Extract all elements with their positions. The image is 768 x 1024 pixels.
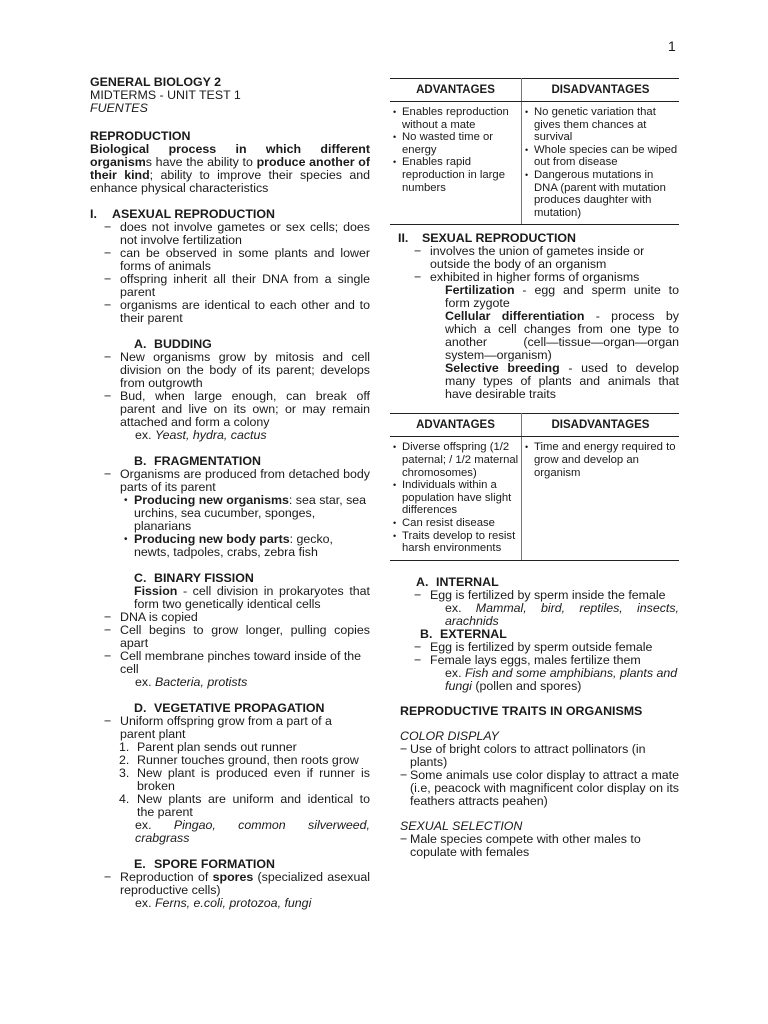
selection-points	[390, 833, 679, 859]
list-item: − Organisms are produced from detached body parts of its parent	[90, 468, 370, 494]
disadvantages-list	[522, 441, 679, 479]
asexual-numeral: I.	[90, 207, 97, 221]
step-number: 4.	[119, 792, 130, 806]
list-item: − Uniform offspring grow from a part of a parent plant	[90, 715, 370, 741]
fission-definition	[90, 585, 370, 611]
list-item	[90, 793, 370, 819]
table-cell	[390, 437, 522, 560]
ex-text: Bacteria, protists	[154, 675, 248, 689]
fission-text: - cell division in prokaryotes that form two genetically identical cells	[134, 584, 370, 611]
step-number: 2.	[119, 753, 130, 767]
left-column	[90, 76, 370, 910]
table-cell	[522, 102, 680, 225]
list-item: • No genetic variation that gives them chances at survival	[522, 106, 679, 144]
step-text: New plant is produced even if runner is broken	[137, 766, 370, 793]
advantages-list	[390, 106, 521, 194]
unit-title: MIDTERMS - UNIT TEST 1	[90, 88, 241, 102]
list-item: • Individuals within a population have slight differences	[390, 479, 521, 517]
sexual-definitions	[390, 284, 679, 401]
sexual-numeral: II.	[398, 231, 409, 246]
list-item: • Can resist disease	[390, 517, 521, 530]
external-points	[390, 641, 679, 667]
sexual-title: SEXUAL REPRODUCTION	[422, 231, 576, 246]
external-example	[390, 667, 679, 693]
list-item: • No wasted time or energy	[390, 131, 521, 156]
bullet-bold: Producing new body parts	[134, 532, 290, 546]
list-item: − Female lays eggs, males fertilize them	[400, 654, 679, 667]
list-item: • Dangerous mutations in DNA (parent with mutation produces daughter with mutation)	[522, 169, 679, 219]
bullet-bold: Producing new organisms	[134, 493, 289, 507]
spore-title: SPORE FORMATION	[154, 857, 275, 871]
fragmentation-letter: B.	[134, 454, 147, 468]
table-header: ADVANTAGES	[390, 79, 522, 102]
right-column	[390, 78, 679, 859]
table-header-row	[390, 414, 679, 437]
list-item: − Use of bright colors to attract pollinators (in plants)	[390, 743, 679, 769]
binary-fission-title: BINARY FISSION	[154, 571, 254, 585]
internal-letter: A.	[416, 574, 429, 589]
table-header: ADVANTAGES	[390, 414, 522, 437]
ex-prefix: ex.	[445, 665, 465, 680]
list-item: • Diverse offspring (1/2 paternal; / 1/2 maternal chromosomes)	[390, 441, 521, 479]
bullet-text: : gecko, newts, tadpoles, crabs, zebra fish	[134, 532, 333, 559]
disadvantages-list	[522, 106, 679, 219]
definition-text: - used to develop many types of plants and animals that have desirable traits	[445, 361, 679, 402]
list-item: − Male species compete with other males to copulate with females	[390, 833, 679, 859]
ex-text: Mammal, bird, reptiles, insects, arachnids	[445, 600, 679, 628]
reproduction-definition	[90, 143, 370, 195]
sexual-points	[390, 245, 679, 284]
page-number: 1	[668, 38, 676, 54]
internal-points	[390, 589, 679, 602]
ex-prefix: ex.	[135, 428, 155, 442]
budding-example	[90, 429, 370, 442]
ex-text: Pingao, common silverweed, crabgrass	[135, 818, 370, 845]
definition-item	[445, 310, 679, 362]
list-item: − Some animals use color display to attract a mate (i.e, peacock with magnificent color display on its feathers attracts peahen)	[390, 769, 679, 808]
advantages-list	[390, 441, 521, 554]
def-text-2: ; ability to improve their species and enhance physical characteristics	[90, 168, 371, 195]
reproduction-heading: REPRODUCTION	[90, 129, 191, 143]
definition-text: - process by which a cell changes from one type to another (cell—tissue—organ—organ system—organism)	[445, 309, 679, 363]
list-item: − Cell begins to grow longer, pulling copies apart	[90, 624, 370, 650]
vegetative-title: VEGETATIVE PROPAGATION	[154, 701, 325, 715]
list-item: − Cell membrane pinches toward inside of the cell	[90, 650, 370, 676]
list-item: − DNA is copied	[90, 611, 370, 624]
list-item	[90, 767, 370, 793]
sexual-selection-heading: SEXUAL SELECTION	[400, 818, 523, 833]
external-letter: B.	[420, 626, 433, 641]
definition-item	[445, 284, 679, 310]
table-row	[390, 437, 679, 560]
list-item: − does not involve gametes or sex cells; does not involve fertilization	[90, 221, 370, 247]
ex-prefix: ex.	[135, 818, 174, 832]
spore-text-pre: Reproduction of	[120, 870, 213, 884]
list-item: − Bud, when large enough, can break off parent and live on its own; or may remain attached and form a colony	[90, 390, 370, 429]
fission-points	[90, 611, 370, 676]
vegetative-points	[90, 715, 370, 741]
list-item	[90, 533, 370, 559]
table-cell	[522, 437, 680, 560]
list-item: − exhibited in higher forms of organisms	[400, 271, 679, 284]
asexual-advantages-table	[390, 78, 679, 225]
bullet-text: : sea star, sea urchins, sea cucumber, sponges, planarians	[134, 493, 367, 533]
table-cell	[390, 102, 522, 225]
fragmentation-bullets	[90, 494, 370, 559]
ex-prefix: ex.	[135, 675, 155, 689]
list-item: − involves the union of gametes inside or outside the body of an organism	[400, 245, 679, 271]
asexual-points	[90, 221, 370, 325]
sexual-advantages-table	[390, 413, 679, 560]
budding-title: BUDDING	[154, 337, 212, 351]
course-title: GENERAL BIOLOGY 2	[90, 75, 222, 89]
list-item	[90, 871, 370, 897]
def-text-1: s have the ability to	[145, 155, 257, 169]
ex-prefix: ex.	[445, 600, 476, 615]
table-header: DISADVANTAGES	[522, 79, 680, 102]
spore-letter: E.	[134, 857, 146, 871]
list-item: • Whole species can be wiped out from disease	[522, 144, 679, 169]
asexual-title: ASEXUAL REPRODUCTION	[112, 207, 275, 221]
external-heading	[390, 628, 679, 641]
budding-points	[90, 351, 370, 429]
color-display-heading: COLOR DISPLAY	[400, 728, 499, 743]
spore-text-post: (specialized asexual reproductive cells)	[120, 870, 370, 897]
binary-fission-letter: C.	[134, 571, 147, 585]
ex-prefix: ex.	[135, 896, 155, 910]
list-item: − New organisms grow by mitosis and cell division on the body of its parent; develops from outgrowth	[90, 351, 370, 390]
internal-title: INTERNAL	[436, 574, 499, 589]
list-item: − offspring inherit all their DNA from a single parent	[90, 273, 370, 299]
internal-heading	[390, 576, 679, 589]
list-item: − Egg is fertilized by sperm outside female	[400, 641, 679, 654]
spore-points	[90, 871, 370, 897]
fragmentation-points	[90, 468, 370, 494]
vegetative-letter: D.	[134, 701, 147, 715]
ex-post: (pollen and spores)	[471, 678, 582, 693]
def-bold-1: Biological process in which different organism	[90, 142, 370, 169]
list-item: • Time and energy required to grow and develop an organism	[522, 441, 679, 479]
def-bold-2: produce another of their kind	[90, 155, 370, 182]
traits-heading: REPRODUCTIVE TRAITS IN ORGANISMS	[400, 703, 643, 718]
ex-text: Ferns, e.coli, protozoa, fungi	[154, 896, 312, 910]
vegetative-example	[90, 819, 370, 845]
table-header-row	[390, 79, 679, 102]
table-row	[390, 102, 679, 225]
list-item: • Traits develop to resist harsh environments	[390, 530, 521, 555]
internal-example	[390, 602, 679, 628]
list-item: • Enables reproduction without a mate	[390, 106, 521, 131]
fission-example	[90, 676, 370, 689]
step-text: New plants are uniform and identical to the parent	[137, 792, 370, 819]
spore-term: spores	[212, 870, 254, 884]
fragmentation-title: FRAGMENTATION	[154, 454, 261, 468]
definition-item	[445, 362, 679, 401]
step-number: 1.	[119, 740, 130, 754]
author-name: FUENTES	[90, 101, 148, 115]
budding-letter: A.	[134, 337, 147, 351]
vegetative-steps	[90, 741, 370, 819]
ex-text: Yeast, hydra, cactus	[154, 428, 267, 442]
list-item: − can be observed in some plants and lower forms of animals	[90, 247, 370, 273]
table-header: DISADVANTAGES	[522, 414, 680, 437]
fission-term: Fission	[134, 584, 178, 598]
list-item: − organisms are identical to each other and to their parent	[90, 299, 370, 325]
definition-term: Fertilization	[445, 283, 515, 298]
external-title: EXTERNAL	[440, 626, 507, 641]
step-number: 3.	[119, 766, 130, 780]
definition-term: Selective breeding	[445, 361, 560, 376]
definition-term: Cellular differentiation	[445, 309, 585, 324]
color-points	[390, 743, 679, 808]
spore-example	[90, 897, 370, 910]
list-item: − Egg is fertilized by sperm inside the female	[400, 589, 679, 602]
list-item	[90, 494, 370, 533]
step-text: Parent plan sends out runner	[137, 740, 297, 754]
step-text: Runner touches ground, then roots grow	[137, 753, 359, 767]
definition-text: - egg and sperm unite to form zygote	[445, 283, 679, 311]
ex-text: Fish and some amphibians, plants and fungi	[445, 665, 678, 693]
list-item: • Enables rapid reproduction in large numbers	[390, 156, 521, 194]
